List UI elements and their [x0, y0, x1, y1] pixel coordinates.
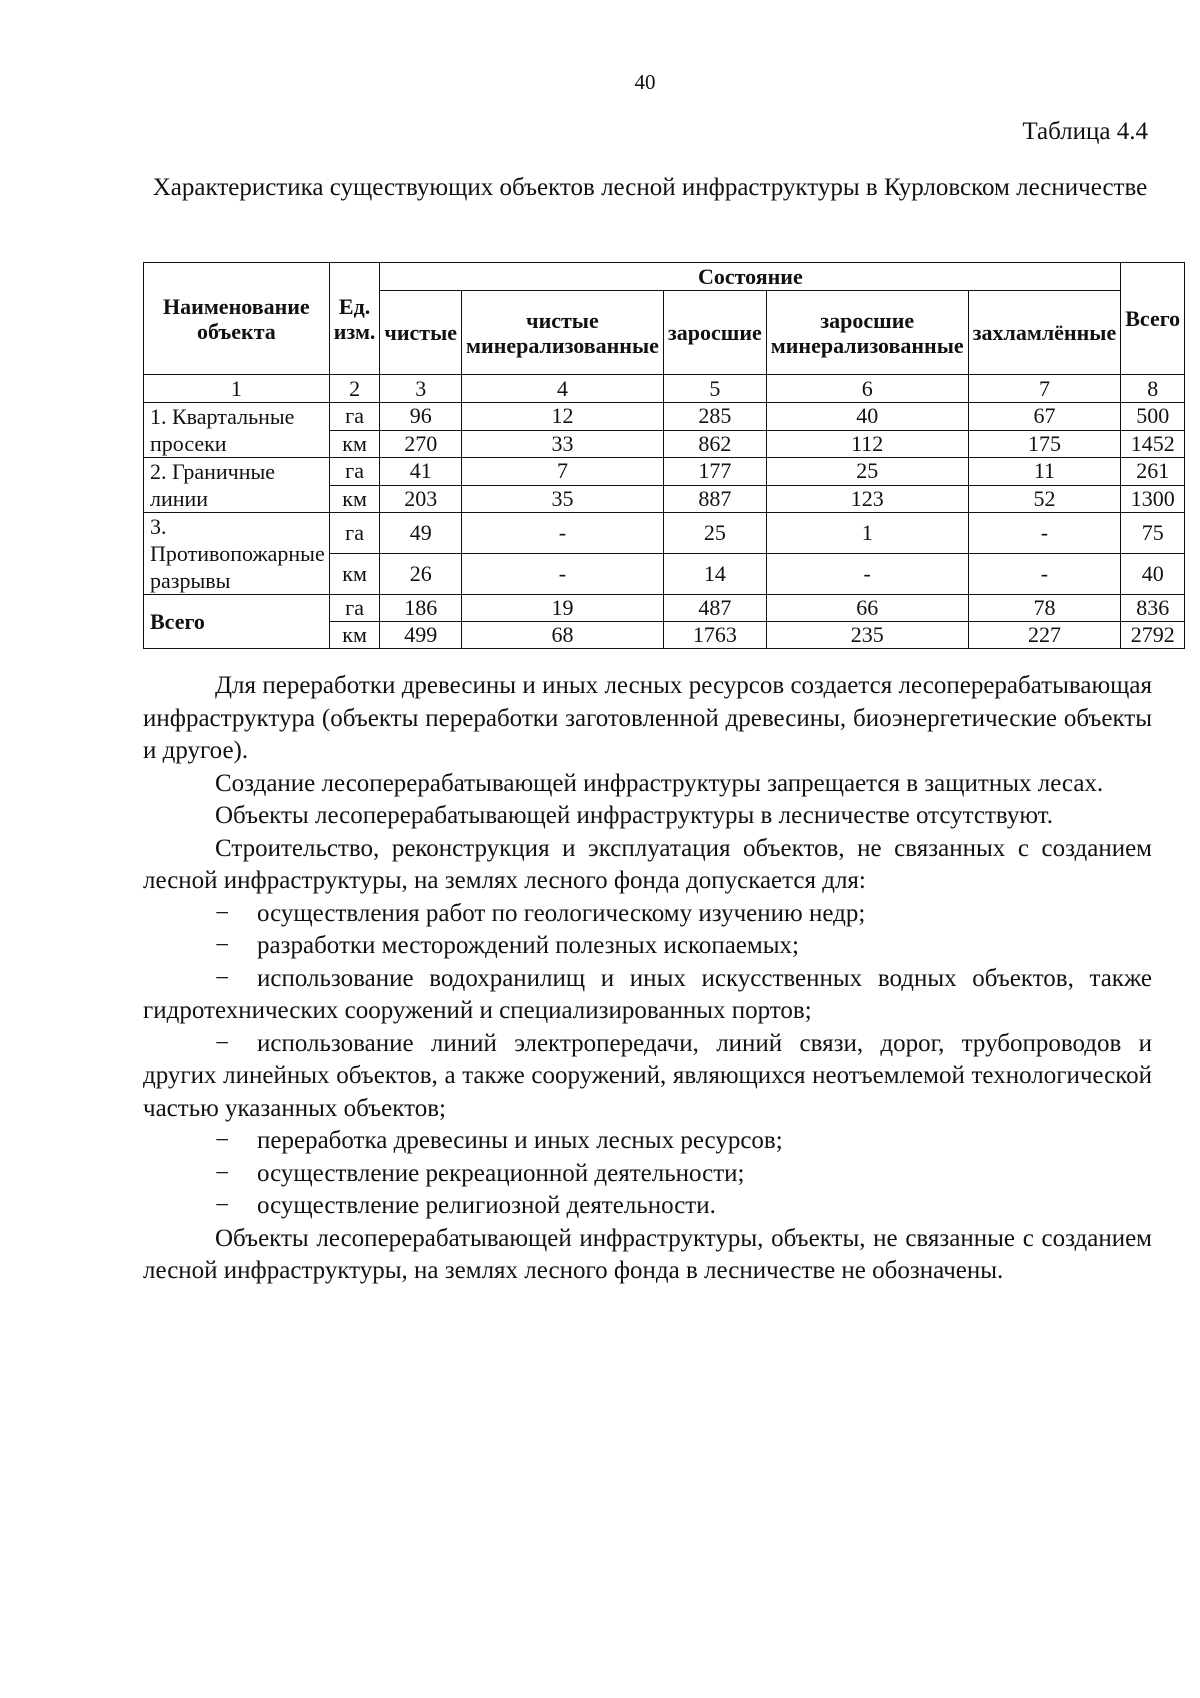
- header-unit: Ед. изм.: [329, 263, 380, 375]
- value-cell: 112: [766, 430, 968, 458]
- value-cell: -: [462, 513, 664, 554]
- value-cell: 887: [663, 485, 766, 513]
- value-cell: 33: [462, 430, 664, 458]
- table-title: Характеристика существующих объектов лесной инфраструктуры в Курловском лесничестве: [152, 174, 1148, 201]
- list-item: [143, 1190, 1152, 1223]
- unit-cell: км: [329, 430, 380, 458]
- value-cell: 1300: [1121, 485, 1185, 513]
- value-cell: 1763: [663, 622, 766, 649]
- table-body: [144, 403, 1185, 649]
- unit-cell: га: [329, 513, 380, 554]
- column-number-row: [144, 375, 1185, 403]
- value-cell: 285: [663, 403, 766, 431]
- table-row: [144, 403, 1185, 431]
- infrastructure-table: [143, 262, 1185, 649]
- value-cell: 40: [1121, 554, 1185, 595]
- col-number: 6: [766, 375, 968, 403]
- header-state-col: заросшие: [663, 291, 766, 375]
- list-item: [143, 963, 1152, 1028]
- value-cell: 40: [766, 403, 968, 431]
- value-cell: 499: [380, 622, 462, 649]
- value-cell: 19: [462, 595, 664, 622]
- paragraph: Объекты лесоперерабатывающей инфраструктуры в лесничестве отсутствуют.: [215, 802, 1053, 829]
- value-cell: 487: [663, 595, 766, 622]
- header-state-col: чистые: [380, 291, 462, 375]
- bullet-list: [143, 898, 1152, 1223]
- value-cell: 261: [1121, 458, 1185, 486]
- value-cell: 1: [766, 513, 968, 554]
- paragraph: Объекты лесоперерабатывающей инфраструктуры, объекты, не связанные с созданием лесной инфраструктуры, на землях лесного фонда в лесничестве не обозначены.: [143, 1224, 1152, 1284]
- value-cell: 35: [462, 485, 664, 513]
- header-state-col: захламлённые: [968, 291, 1121, 375]
- value-cell: 177: [663, 458, 766, 486]
- value-cell: 25: [663, 513, 766, 554]
- list-item-text: осуществление рекреационной деятельности;: [257, 1159, 745, 1187]
- list-item-text: использование водохранилищ и иных искусственных водных объектов, также гидротехнических сооружений и специализированных портов;: [143, 964, 1152, 1024]
- table-label: Таблица 4.4: [1022, 118, 1148, 145]
- value-cell: 836: [1121, 595, 1185, 622]
- value-cell: 270: [380, 430, 462, 458]
- value-cell: 25: [766, 458, 968, 486]
- list-item-text: разработки месторождений полезных ископаемых;: [257, 932, 799, 959]
- list-item: [143, 1125, 1152, 1158]
- list-item: [143, 1028, 1152, 1126]
- unit-cell: га: [329, 595, 380, 622]
- table-row: [144, 458, 1185, 486]
- paragraph: Строительство, реконструкция и эксплуатация объектов, не связанных с созданием лесной инфраструктуры, на землях лесного фонда допускается для:: [143, 834, 1152, 894]
- list-item: [143, 930, 1152, 963]
- dash-marker: −: [215, 1127, 230, 1154]
- dash-marker: −: [215, 1029, 230, 1057]
- object-name: Всего: [144, 595, 330, 649]
- value-cell: 7: [462, 458, 664, 486]
- dash-marker: −: [215, 1159, 230, 1187]
- col-number: 7: [968, 375, 1121, 403]
- table-row: [144, 595, 1185, 622]
- list-item-text: переработка древесины и иных лесных ресурсов;: [257, 1127, 783, 1154]
- unit-cell: км: [329, 554, 380, 595]
- list-item: [143, 898, 1152, 931]
- page-number: 40: [634, 70, 656, 94]
- value-cell: 1452: [1121, 430, 1185, 458]
- value-cell: -: [968, 554, 1121, 595]
- dash-marker: −: [215, 932, 230, 959]
- value-cell: 175: [968, 430, 1121, 458]
- value-cell: 11: [968, 458, 1121, 486]
- list-item-text: осуществления работ по геологическому изучению недр;: [257, 899, 866, 927]
- value-cell: 862: [663, 430, 766, 458]
- table-row: [144, 513, 1185, 554]
- unit-cell: км: [329, 485, 380, 513]
- value-cell: -: [968, 513, 1121, 554]
- list-item-text: осуществление религиозной деятельности.: [257, 1192, 716, 1219]
- object-name: 3. Противопожарные разрывы: [144, 513, 330, 595]
- object-name: 1. Квартальные просеки: [144, 403, 330, 458]
- value-cell: 52: [968, 485, 1121, 513]
- value-cell: 49: [380, 513, 462, 554]
- col-number: 4: [462, 375, 664, 403]
- list-item: [143, 1158, 1152, 1191]
- value-cell: 203: [380, 485, 462, 513]
- value-cell: 12: [462, 403, 664, 431]
- dash-marker: −: [215, 899, 230, 927]
- value-cell: 186: [380, 595, 462, 622]
- value-cell: 26: [380, 554, 462, 595]
- value-cell: 123: [766, 485, 968, 513]
- unit-cell: га: [329, 458, 380, 486]
- value-cell: 68: [462, 622, 664, 649]
- header-state-col: заросшие минерализованные: [766, 291, 968, 375]
- object-name: 2. Граничные линии: [144, 458, 330, 513]
- unit-cell: га: [329, 403, 380, 431]
- header-total: Всего: [1121, 263, 1185, 375]
- col-number: 1: [144, 375, 330, 403]
- value-cell: 78: [968, 595, 1121, 622]
- value-cell: 66: [766, 595, 968, 622]
- dash-marker: −: [215, 964, 230, 992]
- value-cell: 41: [380, 458, 462, 486]
- col-number: 5: [663, 375, 766, 403]
- value-cell: 75: [1121, 513, 1185, 554]
- paragraph: Для переработки древесины и иных лесных ресурсов создается лесоперерабатывающая инфраструктура (объекты переработки заготовленной древесины, биоэнергетические объекты и другое).: [143, 672, 1152, 764]
- value-cell: -: [462, 554, 664, 595]
- value-cell: 227: [968, 622, 1121, 649]
- body-text: [143, 670, 1152, 1288]
- value-cell: 2792: [1121, 622, 1185, 649]
- header-state-col: чистые минерализованные: [462, 291, 664, 375]
- value-cell: -: [766, 554, 968, 595]
- value-cell: 500: [1121, 403, 1185, 431]
- col-number: 3: [380, 375, 462, 403]
- value-cell: 235: [766, 622, 968, 649]
- col-number: 8: [1121, 375, 1185, 403]
- list-item-text: использование линий электропередачи, линий связи, дорог, трубопроводов и других линейных объектов, а также сооружений, являющихся неотъемлемой технологической частью указанных объектов;: [143, 1029, 1152, 1122]
- value-cell: 14: [663, 554, 766, 595]
- header-name: Наименование объекта: [144, 263, 330, 375]
- dash-marker: −: [215, 1192, 230, 1219]
- col-number: 2: [329, 375, 380, 403]
- value-cell: 96: [380, 403, 462, 431]
- paragraph: Создание лесоперерабатывающей инфраструктуры запрещается в защитных лесах.: [215, 769, 1104, 797]
- unit-cell: км: [329, 622, 380, 649]
- value-cell: 67: [968, 403, 1121, 431]
- header-state: Состояние: [380, 263, 1121, 291]
